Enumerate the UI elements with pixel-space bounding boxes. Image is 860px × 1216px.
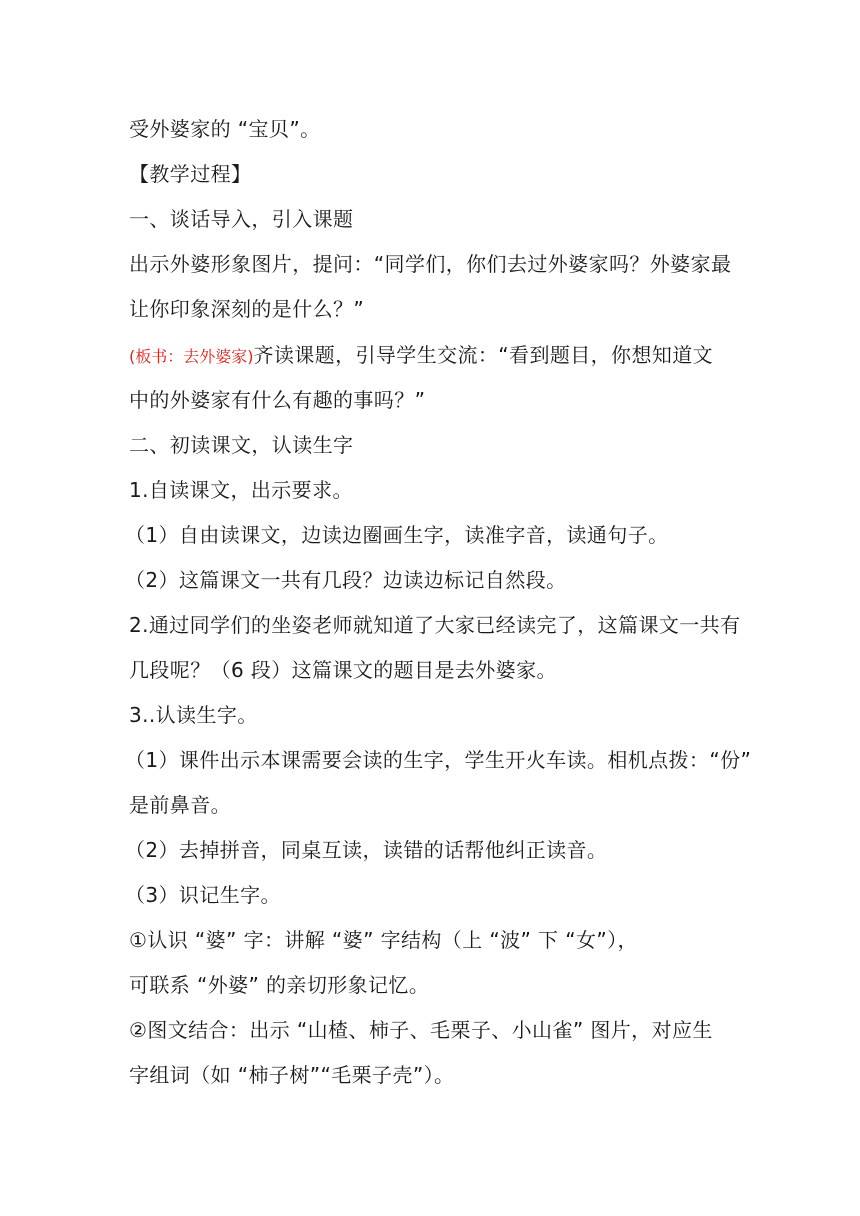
text-line: 3..认读生字。 bbox=[129, 703, 258, 727]
text-line: 受外婆家的 “宝贝”。 bbox=[129, 117, 321, 141]
section-heading-2: 二、初读课文，认读生字 bbox=[129, 433, 354, 457]
blackboard-annotation: (板书：去外婆家) bbox=[129, 347, 254, 366]
text-line: 中的外婆家有什么有趣的事吗？” bbox=[129, 388, 426, 412]
text-line: 2.通过同学们的坐姿老师就知道了大家已经读完了，这篇课文一共有 bbox=[129, 613, 741, 637]
text-line: （3）识记生字。 bbox=[125, 883, 281, 907]
text-line: 出示外婆形象图片，提问：“同学们，你们去过外婆家吗？外婆家最 bbox=[129, 252, 732, 276]
text-line: （2）去掉拼音，同桌互读，读错的话帮他纠正读音。 bbox=[125, 838, 608, 862]
text-line: 是前鼻音。 bbox=[129, 793, 231, 817]
text-span: 齐读课题，引导学生交流：“看到题目，你想知道文 bbox=[253, 343, 714, 367]
text-line: 1.自读课文，出示要求。 bbox=[129, 478, 353, 502]
text-line: 可联系 “外婆” 的亲切形象记忆。 bbox=[129, 973, 430, 997]
text-line: （1）课件出示本课需要会读的生字，学生开火车读。相机点拨：“份” bbox=[125, 748, 752, 772]
text-line: 字组词（如 “柿子树”“毛栗子壳”）。 bbox=[129, 1063, 455, 1087]
text-line: （1）自由读课文，边读边圈画生字，读准字音，读通句子。 bbox=[125, 523, 669, 547]
section-heading-teaching-process: 【教学过程】 bbox=[129, 162, 252, 186]
text-line bbox=[129, 341, 749, 371]
text-line: 让你印象深刻的是什么？” bbox=[129, 297, 365, 321]
text-line: ②图文结合：出示 “山楂、柿子、毛栗子、小山雀” 图片，对应生 bbox=[129, 1018, 713, 1042]
text-line: ①认识 “婆” 字：讲解 “婆” 字结构（上 “波” 下 “女”）， bbox=[129, 928, 638, 952]
section-heading-1: 一、谈话导入，引入课题 bbox=[129, 207, 354, 231]
text-line: 几段呢？（6 段）这篇课文的题目是去外婆家。 bbox=[129, 658, 557, 682]
text-line: （2）这篇课文一共有几段？边读边标记自然段。 bbox=[125, 568, 567, 592]
